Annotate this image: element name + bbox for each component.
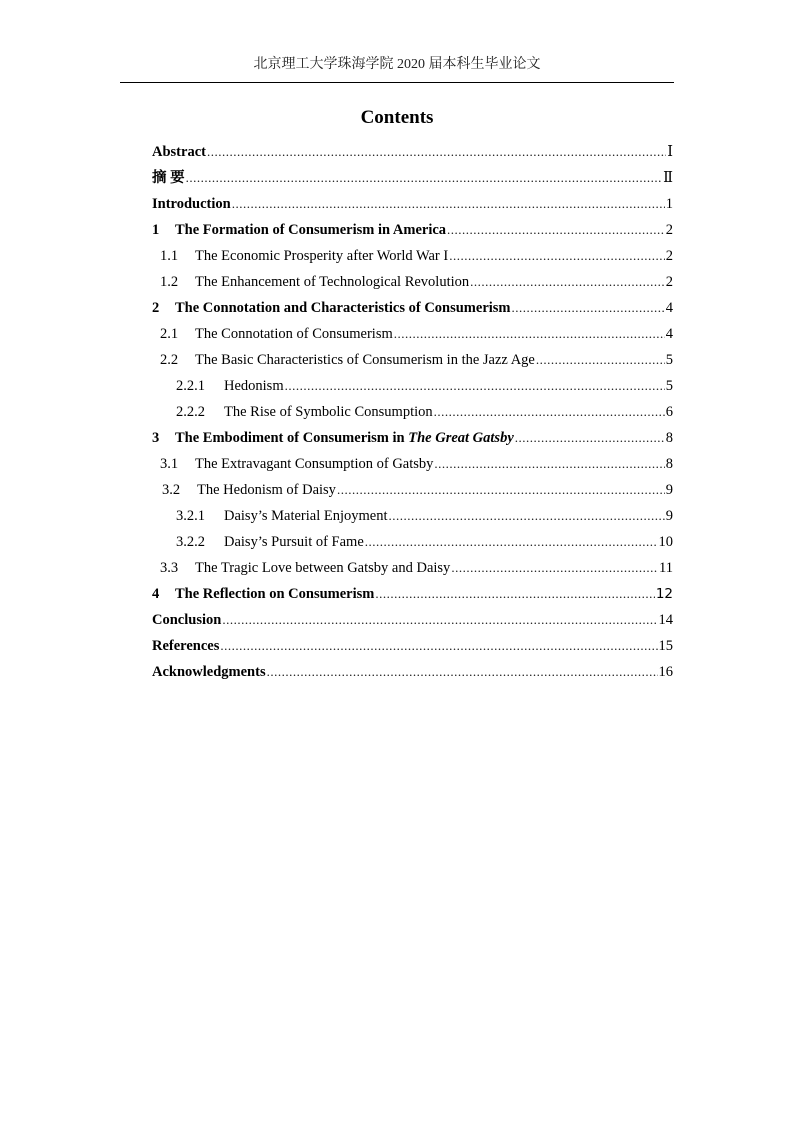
toc-entry-number: 1.2 <box>160 274 179 290</box>
toc-entry-label: The Formation of Consumerism in America <box>175 222 447 238</box>
toc-entry-page: 9 <box>665 508 673 524</box>
toc-entry-number: 2.2.2 <box>176 404 205 420</box>
dot-leader <box>220 633 657 659</box>
toc-entry[interactable] <box>152 451 673 477</box>
toc-entry-label: Conclusion <box>152 612 222 628</box>
toc-entry-label: The Rise of Symbolic Consumption <box>224 404 433 420</box>
toc-entry[interactable] <box>152 425 673 451</box>
toc-entry[interactable] <box>152 659 673 685</box>
table-of-contents <box>152 139 673 685</box>
dot-leader <box>186 165 663 191</box>
toc-entry-number: 3.1 <box>160 456 179 472</box>
toc-entry-label: 摘 要 <box>152 170 185 186</box>
toc-entry-label: The Extravagant Consumption of Gatsby <box>195 456 434 472</box>
dot-leader <box>449 243 665 269</box>
toc-entry-page: 2 <box>665 274 673 290</box>
dot-leader <box>434 451 664 477</box>
toc-entry-label: The Connotation of Consumerism <box>195 326 393 342</box>
toc-entry[interactable] <box>152 191 673 217</box>
toc-entry-page: 6 <box>665 404 673 420</box>
dot-leader <box>512 295 665 321</box>
toc-entry[interactable] <box>152 633 673 659</box>
dot-leader <box>365 529 658 555</box>
toc-entry-label: Abstract <box>152 144 206 160</box>
toc-title: Contents <box>360 107 434 128</box>
dot-leader <box>394 321 665 347</box>
dot-leader <box>285 373 665 399</box>
toc-entry-number: 3 <box>152 430 160 446</box>
toc-entry-label: Daisy’s Pursuit of Fame <box>224 534 364 550</box>
toc-entry-number: 2.1 <box>160 326 179 342</box>
toc-entry-page: 14 <box>658 612 673 628</box>
toc-entry[interactable] <box>152 295 673 321</box>
toc-entry-label: Hedonism <box>224 378 284 394</box>
toc-entry-page: 16 <box>658 664 673 680</box>
toc-entry-label: The Economic Prosperity after World War I <box>195 248 449 264</box>
dot-leader <box>389 503 665 529</box>
toc-entry-label: The Connotation and Characteristics of Consumerism <box>175 300 511 316</box>
header-title: 北京理工大学珠海学院 2020 届本科生毕业论文 <box>253 57 541 72</box>
dot-leader <box>451 555 658 581</box>
toc-entry-page: 1 <box>665 196 673 212</box>
dot-leader <box>337 477 665 503</box>
toc-entry-label: The Tragic Love between Gatsby and Daisy <box>195 560 451 576</box>
toc-entry[interactable] <box>152 269 673 295</box>
toc-entry[interactable] <box>152 139 673 165</box>
toc-entry-number: 2 <box>152 300 160 316</box>
toc-entry-label: The Reflection on Consumerism <box>175 586 375 602</box>
toc-entry-label: The Enhancement of Technological Revolution <box>195 274 470 290</box>
toc-entry-page: 4 <box>665 300 673 316</box>
toc-entry-page: 5 <box>665 352 673 368</box>
toc-entry[interactable] <box>152 243 673 269</box>
toc-entry-number: 3.2.2 <box>176 534 205 550</box>
toc-entry-page: 12 <box>655 586 673 602</box>
toc-entry-label: The Hedonism of Daisy <box>197 482 336 498</box>
dot-leader <box>470 269 665 295</box>
toc-entry-number: 4 <box>152 586 160 602</box>
toc-entry-number: 3.3 <box>160 560 179 576</box>
toc-entry-number: 2.2.1 <box>176 378 205 394</box>
dot-leader <box>232 191 665 217</box>
toc-entry-page: 11 <box>659 560 673 576</box>
toc-entry-label-italic: The Great Gatsby <box>408 430 514 446</box>
toc-entry-number: 1 <box>152 222 160 238</box>
toc-entry-label: References <box>152 638 220 654</box>
toc-entry-page: Ⅰ <box>667 144 673 160</box>
page-header <box>120 54 674 83</box>
toc-entry-page: 4 <box>665 326 673 342</box>
toc-entry[interactable] <box>152 321 673 347</box>
toc-entry[interactable] <box>152 165 673 191</box>
toc-entry[interactable] <box>152 607 673 633</box>
toc-entry-page: 9 <box>665 482 673 498</box>
toc-entry[interactable] <box>152 347 673 373</box>
toc-entry-label: Daisy’s Material Enjoyment <box>224 508 388 524</box>
dot-leader <box>267 659 658 685</box>
toc-entry[interactable] <box>152 503 673 529</box>
toc-entry[interactable] <box>152 477 673 503</box>
toc-entry-label: The Basic Characteristics of Consumerism in the Jazz Age <box>195 352 535 368</box>
toc-entry-label: Introduction <box>152 196 231 212</box>
toc-entry-number: 1.1 <box>160 248 179 264</box>
toc-entry-number: 3.2 <box>162 482 181 498</box>
toc-entry-page: 2 <box>665 222 673 238</box>
toc-entry-page: 8 <box>665 430 673 446</box>
toc-entry-page: 10 <box>658 534 673 550</box>
dot-leader <box>536 347 665 373</box>
toc-entry-label: The Embodiment of Consumerism in The Great Gatsby <box>175 430 514 446</box>
toc-entry-page: 5 <box>665 378 673 394</box>
toc-entry-page: 8 <box>665 456 673 472</box>
toc-entry[interactable] <box>152 529 673 555</box>
dot-leader <box>447 217 665 243</box>
toc-entry[interactable] <box>152 373 673 399</box>
toc-entry[interactable] <box>152 555 673 581</box>
dot-leader <box>515 425 665 451</box>
dot-leader <box>434 399 665 425</box>
toc-entry-page: Ⅱ <box>663 170 673 186</box>
dot-leader <box>222 607 657 633</box>
toc-entry-page: 2 <box>665 248 673 264</box>
dot-leader <box>375 581 654 607</box>
toc-entry[interactable] <box>152 217 673 243</box>
toc-entry-number: 2.2 <box>160 352 179 368</box>
toc-entry-number: 3.2.1 <box>176 508 205 524</box>
toc-entry-label: Acknowledgments <box>152 664 266 680</box>
toc-entry[interactable] <box>152 399 673 425</box>
toc-entry[interactable] <box>152 581 673 607</box>
toc-entry-page: 15 <box>658 638 673 654</box>
dot-leader <box>207 139 666 165</box>
